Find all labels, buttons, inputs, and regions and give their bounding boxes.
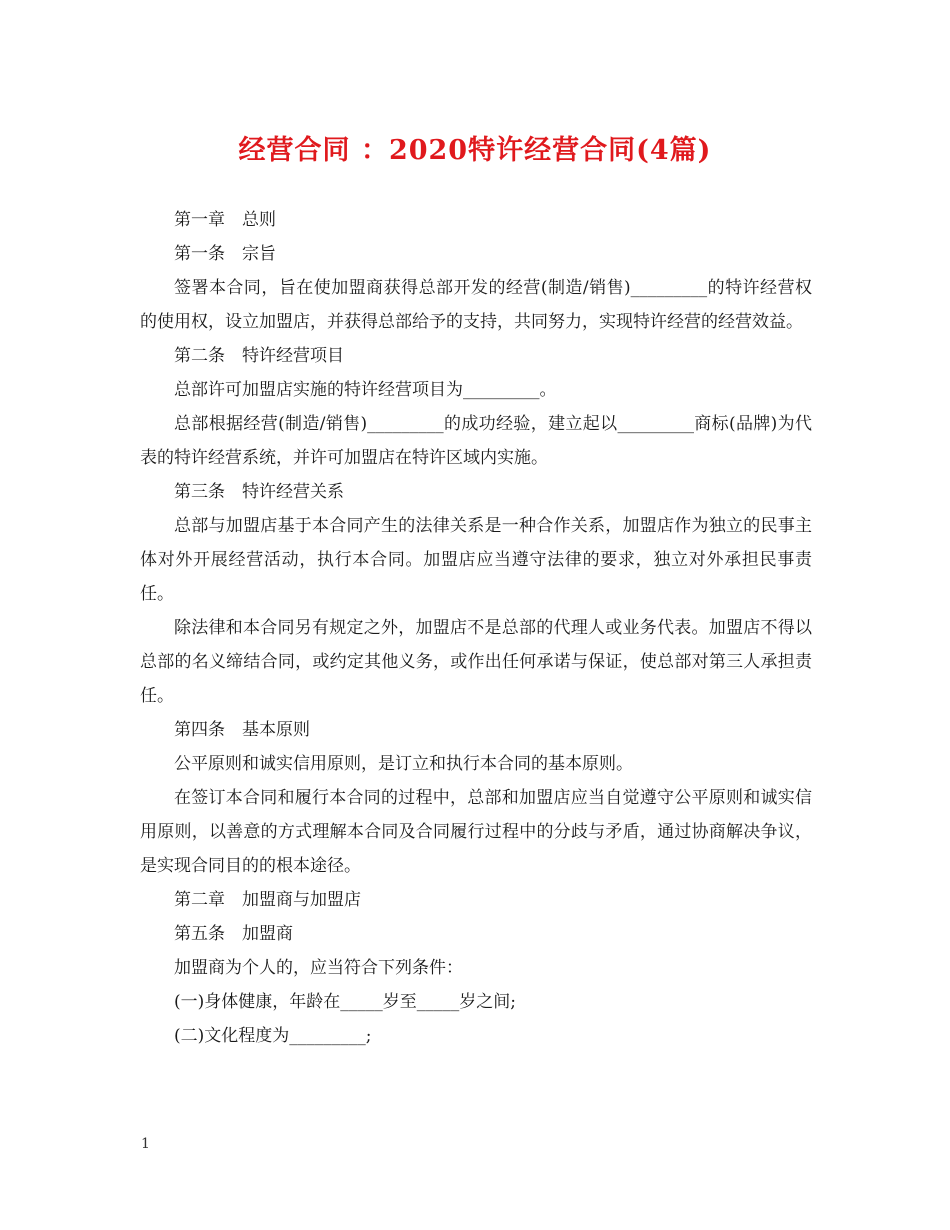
page-number: 1: [141, 1136, 150, 1152]
paragraph: 总部与加盟店基于本合同产生的法律关系是一种合作关系，加盟店作为独立的民事主体对外开展经营活动，执行本合同。加盟店应当遵守法律的要求，独立对外承担民事责任。: [140, 516, 812, 604]
article-heading: 第三条 特许经营关系: [174, 482, 344, 502]
list-item: (二)文化程度为_________;: [174, 1026, 372, 1046]
article-heading: 第二条 特许经营项目: [174, 346, 344, 366]
chapter-heading: 第一章 总则: [174, 210, 276, 230]
paragraph: 加盟商为个人的，应当符合下列条件：: [174, 958, 463, 978]
paragraph: 在签订本合同和履行本合同的过程中，总部和加盟店应当自觉遵守公平原则和诚实信用原则，以善意的方式理解本合同及合同履行过程中的分歧与矛盾，通过协商解决争议，是实现合同目的的根本途径。: [140, 788, 812, 876]
paragraph: 总部根据经营(制造/销售)_________的成功经验，建立起以_________商标(品牌)为代表的特许经营系统，并许可加盟店在特许区域内实施。: [140, 414, 812, 468]
article-heading: 第一条 宗旨: [174, 244, 276, 264]
paragraph: 公平原则和诚实信用原则，是订立和执行本合同的基本原则。: [174, 754, 633, 774]
paragraph: 总部许可加盟店实施的特许经营项目为_________。: [174, 380, 557, 400]
document-title: 经营合同 ：2020特许经营合同(4篇): [238, 135, 712, 166]
article-heading: 第四条 基本原则: [174, 720, 310, 740]
list-item: (一)身体健康，年龄在_____岁至_____岁之间;: [174, 992, 516, 1012]
document-body: [140, 203, 812, 1053]
paragraph: 除法律和本合同另有规定之外，加盟店不是总部的代理人或业务代表。加盟店不得以总部的名义缔结合同，或约定其他义务，或作出任何承诺与保证，使总部对第三人承担责任。: [140, 618, 812, 706]
paragraph: 签署本合同，旨在使加盟商获得总部开发的经营(制造/销售)_________的特许经营权的使用权，设立加盟店，并获得总部给予的支持，共同努力，实现特许经营的经营效益。: [140, 278, 812, 332]
chapter-heading: 第二章 加盟商与加盟店: [174, 890, 361, 910]
article-heading: 第五条 加盟商: [174, 924, 293, 944]
